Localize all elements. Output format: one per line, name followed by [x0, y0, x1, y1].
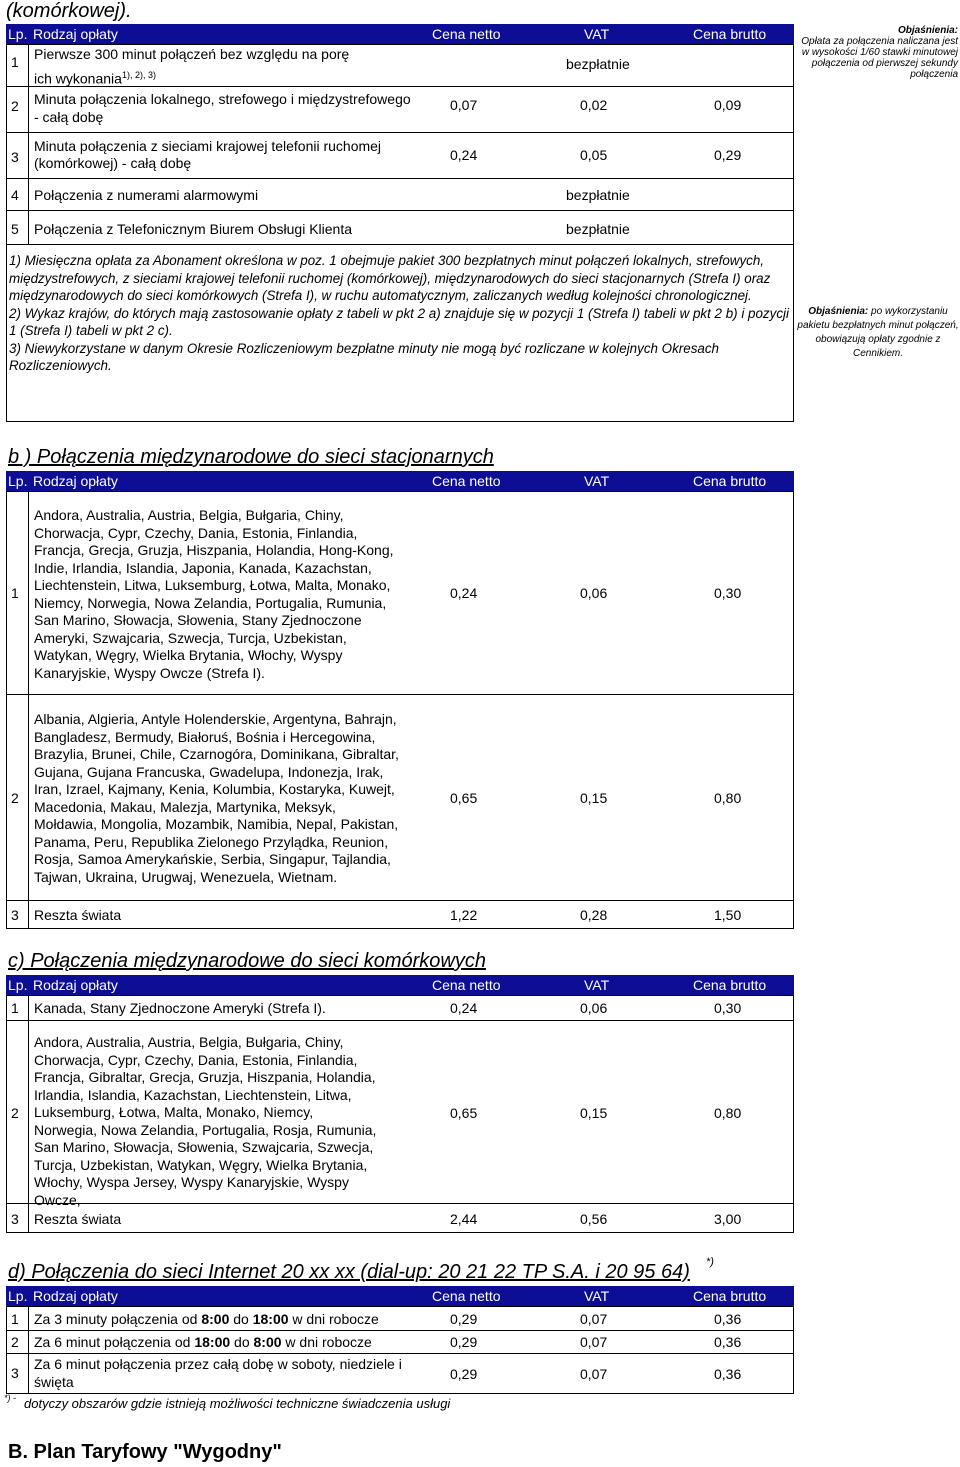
row-a1-price: bezpłatnie [566, 56, 630, 72]
row-b1-brutto: 0,30 [714, 585, 742, 601]
header-lp: Lp. [8, 1288, 28, 1304]
row-a3-desc2: (komórkowej) - całą dobę [34, 155, 192, 171]
row-d3-netto: 0,29 [450, 1366, 478, 1382]
header-netto: Cena netto [432, 977, 501, 993]
row-b3-desc: Reszta świata [34, 907, 122, 923]
row-c3-vat: 0,56 [580, 1211, 608, 1227]
row-a2-desc1: Minuta połączenia lokalnego, strefowego i międzystrefowego [34, 91, 411, 107]
header-lp: Lp. [8, 977, 28, 993]
row-c1-desc: Kanada, Stany Zjednoczone Ameryki (Strefa I). [34, 1000, 326, 1016]
row-d1-brutto: 0,36 [714, 1311, 742, 1327]
row-b3-netto: 1,22 [450, 907, 478, 923]
row-a1-desc2: ich wykonania [34, 70, 122, 87]
section-d-footnote-mark: *) - [4, 1393, 16, 1403]
row-c2-vat: 0,15 [580, 1105, 608, 1121]
row-c1-brutto: 0,30 [714, 1000, 742, 1016]
row-a2-vat: 0,02 [580, 97, 608, 113]
row-d3-brutto: 0,36 [714, 1366, 742, 1382]
header-rodzaj: Rodzaj opłaty [33, 1288, 118, 1304]
row-d3-desc2: święta [34, 1374, 74, 1390]
section-d-footnote: dotyczy obszarów gdzie istnieją możliwości techniczne świadczenia usługi [24, 1396, 451, 1411]
table-a-header [6, 24, 794, 44]
row-a2-netto: 0,07 [450, 97, 478, 113]
row-c1-vat: 0,06 [580, 1000, 608, 1016]
section-b-title: b ) Połączenia międzynarodowe do sieci stacjonarnych [8, 446, 494, 468]
row-c3-lp: 3 [11, 1211, 19, 1227]
section-d-title-sup: *) [706, 1256, 714, 1268]
row-a3-lp: 3 [11, 149, 19, 165]
side-note-a-text: Opłata za połączenia naliczana jest w wysokości 1/60 stawki minutowej połączenia od pierwszej sekundy połączenia [801, 36, 958, 80]
section-c-title: c) Połączenia międzynarodowe do sieci komórkowych [8, 950, 486, 972]
header-vat: VAT [584, 473, 610, 489]
row-b3-vat: 0,28 [580, 907, 608, 923]
row-a2-desc2: - całą dobę [34, 109, 104, 125]
row-a4-desc: Połączenia z numerami alarmowymi [34, 187, 259, 203]
row-b2-netto: 0,65 [450, 790, 478, 806]
row-c1-lp: 1 [11, 1000, 19, 1016]
side-note-a-label: Objaśnienia: [897, 25, 958, 36]
row-d2-lp: 2 [11, 1334, 19, 1350]
section-d-title-text: d) Połączenia do sieci Internet 20 xx xx (dial-up: 20 21 22 TP S.A. i 20 95 64) [8, 1261, 690, 1283]
row-d1-vat: 0,07 [580, 1311, 608, 1327]
header-brutto: Cena brutto [693, 977, 767, 993]
header-brutto: Cena brutto [693, 1288, 767, 1304]
header-rodzaj: Rodzaj opłaty [33, 26, 118, 42]
side-note-footnote [796, 305, 960, 361]
footnotes-a: 1) Miesięczna opłata za Abonament określona w poz. 1 obejmuje pakiet 300 bezpłatnych minut połączeń lokalnych, strefowych, międzystrefowych, z sieciami krajowej telefonii ruchomej (komórkowej), międzynarodowych do sieci stacjonarnych (Strefa I) oraz międzynarodowych do sieci komórkowych (Strefa I), w ruchu automatycznym, zaliczanych według kolejności chronologicznej. 2) Wykaz krajów, do których mają zastosowanie opłaty z tabeli w pkt 2 a) znajduje się w pozycji 1 (Strefa I) tabeli w pkt 2 b) i pozycji 1 (Strefa I) tabeli w pkt 2 c). 3) Niewykorzystane w danym Okresie Rozliczeniowym bezpłatne minuty nie mogą być rozliczane w kolejnych Okresach Rozliczeniowych. [9, 253, 789, 373]
table-b-header [6, 471, 794, 491]
header-vat: VAT [584, 977, 610, 993]
row-b1-lp: 1 [11, 585, 19, 601]
row-d3-desc1: Za 6 minut połączenia przez całą dobę w soboty, niedziele i [34, 1356, 402, 1372]
row-a3-vat: 0,05 [580, 147, 608, 163]
row-a1-sup: 1), 2), 3) [121, 70, 156, 80]
header-netto: Cena netto [432, 1288, 501, 1304]
side-note-footnote-text: po wykorzystaniu pakietu bezpłatnych minut połączeń, obowiązują opłaty zgodnie z Cennikiem. [797, 306, 959, 359]
bottom-heading: B. Plan Taryfowy "Wygodny" [8, 1441, 282, 1463]
header-vat: VAT [584, 26, 610, 42]
row-b2-brutto: 0,80 [714, 790, 742, 806]
row-a5-price: bezpłatnie [566, 221, 630, 237]
row-d2-vat: 0,07 [580, 1334, 608, 1350]
row-c3-netto: 2,44 [450, 1211, 478, 1227]
row-c1-netto: 0,24 [450, 1000, 478, 1016]
row-b3-lp: 3 [11, 907, 19, 923]
header-netto: Cena netto [432, 473, 501, 489]
row-a5-lp: 5 [11, 221, 19, 237]
row-b1-netto: 0,24 [450, 585, 478, 601]
row-a3-netto: 0,24 [450, 147, 478, 163]
row-a3-brutto: 0,29 [714, 147, 742, 163]
row-d2-desc: Za 6 minut połączenia od 18:00 do 8:00 w dni robocze [34, 1334, 372, 1350]
row-b1-desc: Andora, Australia, Austria, Belgia, Bułgaria, Chiny, Chorwacja, Cypr, Czechy, Dania, Estonia, Finlandia, Francja, Grecja, Gruzja, Hiszpania, Holandia, Hong-Kong, Indie, Irlandia, Islandia, Japonia, Kanada, Kazachstan, Liechtenstein, Litwa, Luksemburg, Łotwa, Malta, Monako, Niemcy, Norwegia, Nowa Zelandia, Portugalia, Rumunia, San Marino, Słowacja, Słowenia, Stany Zjednoczone Ameryki, Szwajcaria, Szwecja, Turcja, Uzbekistan, Watykan, Węgry, Wielka Brytania, Włochy, Wyspy Kanaryjskie, Wyspy Owcze (Strefa I). [34, 507, 394, 681]
header-rodzaj: Rodzaj opłaty [33, 473, 118, 489]
row-a3-desc1: Minuta połączenia z sieciami krajowej telefonii ruchomej [34, 138, 382, 154]
row-c3-brutto: 3,00 [714, 1211, 742, 1227]
row-b2-vat: 0,15 [580, 790, 608, 806]
side-note-a [794, 25, 958, 80]
row-a2-lp: 2 [11, 98, 19, 114]
table-c-header [6, 975, 794, 995]
header-brutto: Cena brutto [693, 26, 767, 42]
row-a1-lp: 1 [11, 54, 19, 70]
row-d1-netto: 0,29 [450, 1311, 478, 1327]
header-lp: Lp. [8, 26, 28, 42]
row-d2-netto: 0,29 [450, 1334, 478, 1350]
row-a2-brutto: 0,09 [714, 97, 742, 113]
row-d1-desc: Za 3 minuty połączenia od 8:00 do 18:00 w dni robocze [34, 1311, 379, 1327]
row-b2-lp: 2 [11, 790, 19, 806]
row-d1-lp: 1 [11, 1311, 19, 1327]
row-c3-desc: Reszta świata [34, 1211, 122, 1227]
row-c2-brutto: 0,80 [714, 1105, 742, 1121]
table-d-header [6, 1286, 794, 1306]
side-note-footnote-label: Objaśnienia: [808, 306, 869, 317]
row-a1-desc1: Pierwsze 300 minut połączeń bez względu na porę [34, 46, 350, 62]
row-a1-desc2-wrap [34, 67, 156, 88]
row-c2-netto: 0,65 [450, 1105, 478, 1121]
header-vat: VAT [584, 1288, 610, 1304]
row-d2-brutto: 0,36 [714, 1334, 742, 1350]
row-a4-lp: 4 [11, 187, 19, 203]
section-d-title [8, 1261, 690, 1284]
row-a4-price: bezpłatnie [566, 187, 630, 203]
header-netto: Cena netto [432, 26, 501, 42]
top-title: (komórkowej). [6, 0, 132, 22]
row-d3-vat: 0,07 [580, 1366, 608, 1382]
row-d3-lp: 3 [11, 1365, 19, 1381]
row-c2-desc: Andora, Australia, Austria, Belgia, Bułgaria, Chiny, Chorwacja, Cypr, Czechy, Dania, Estonia, Finlandia, Francja, Gibraltar, Grecja, Gruzja, Hiszpania, Holandia, Irlandia, Islandia, Kazachstan, Liechtenstein, Litwa, Luksemburg, Łotwa, Malta, Monako, Niemcy, Norwegia, Nowa Zelandia, Portugalia, Rosja, Rumunia, San Marino, Słowacja, Słowenia, Szwajcaria, Szwecja, Turcja, Uzbekistan, Watykan, Węgry, Wielka Brytania, Włochy, Wyspa Jersey, Wyspy Kanaryjskie, Wyspy Owcze, [34, 1034, 377, 1208]
header-brutto: Cena brutto [693, 473, 767, 489]
header-lp: Lp. [8, 473, 28, 489]
row-b3-brutto: 1,50 [714, 907, 742, 923]
row-c2-lp: 2 [11, 1105, 19, 1121]
header-rodzaj: Rodzaj opłaty [33, 977, 118, 993]
row-b1-vat: 0,06 [580, 585, 608, 601]
row-a5-desc: Połączenia z Telefonicznym Biurem Obsługi Klienta [34, 221, 353, 237]
row-b2-desc: Albania, Algieria, Antyle Holenderskie, Argentyna, Bahrajn, Bangladesz, Bermudy, Białoruś, Bośnia i Hercegowina, Brazylia, Brunei, Chile, Czarnogóra, Dominikana, Gibraltar, Gujana, Gujana Francuska, Gwadelupa, Indonezja, Irak, Iran, Izrael, Kajmany, Kenia, Kolumbia, Kostaryka, Kuwejt, Macedonia, Makau, Malezja, Martynika, Meksyk, Mołdawia, Mongolia, Mozambik, Namibia, Nepal, Pakistan, Panama, Peru, Republika Zielonego Przylądka, Reunion, Rosja, Samoa Amerykańskie, Serbia, Singapur, Tajlandia, Tajwan, Ukraina, Urugwaj, Wenezuela, Wietnam. [34, 711, 399, 885]
